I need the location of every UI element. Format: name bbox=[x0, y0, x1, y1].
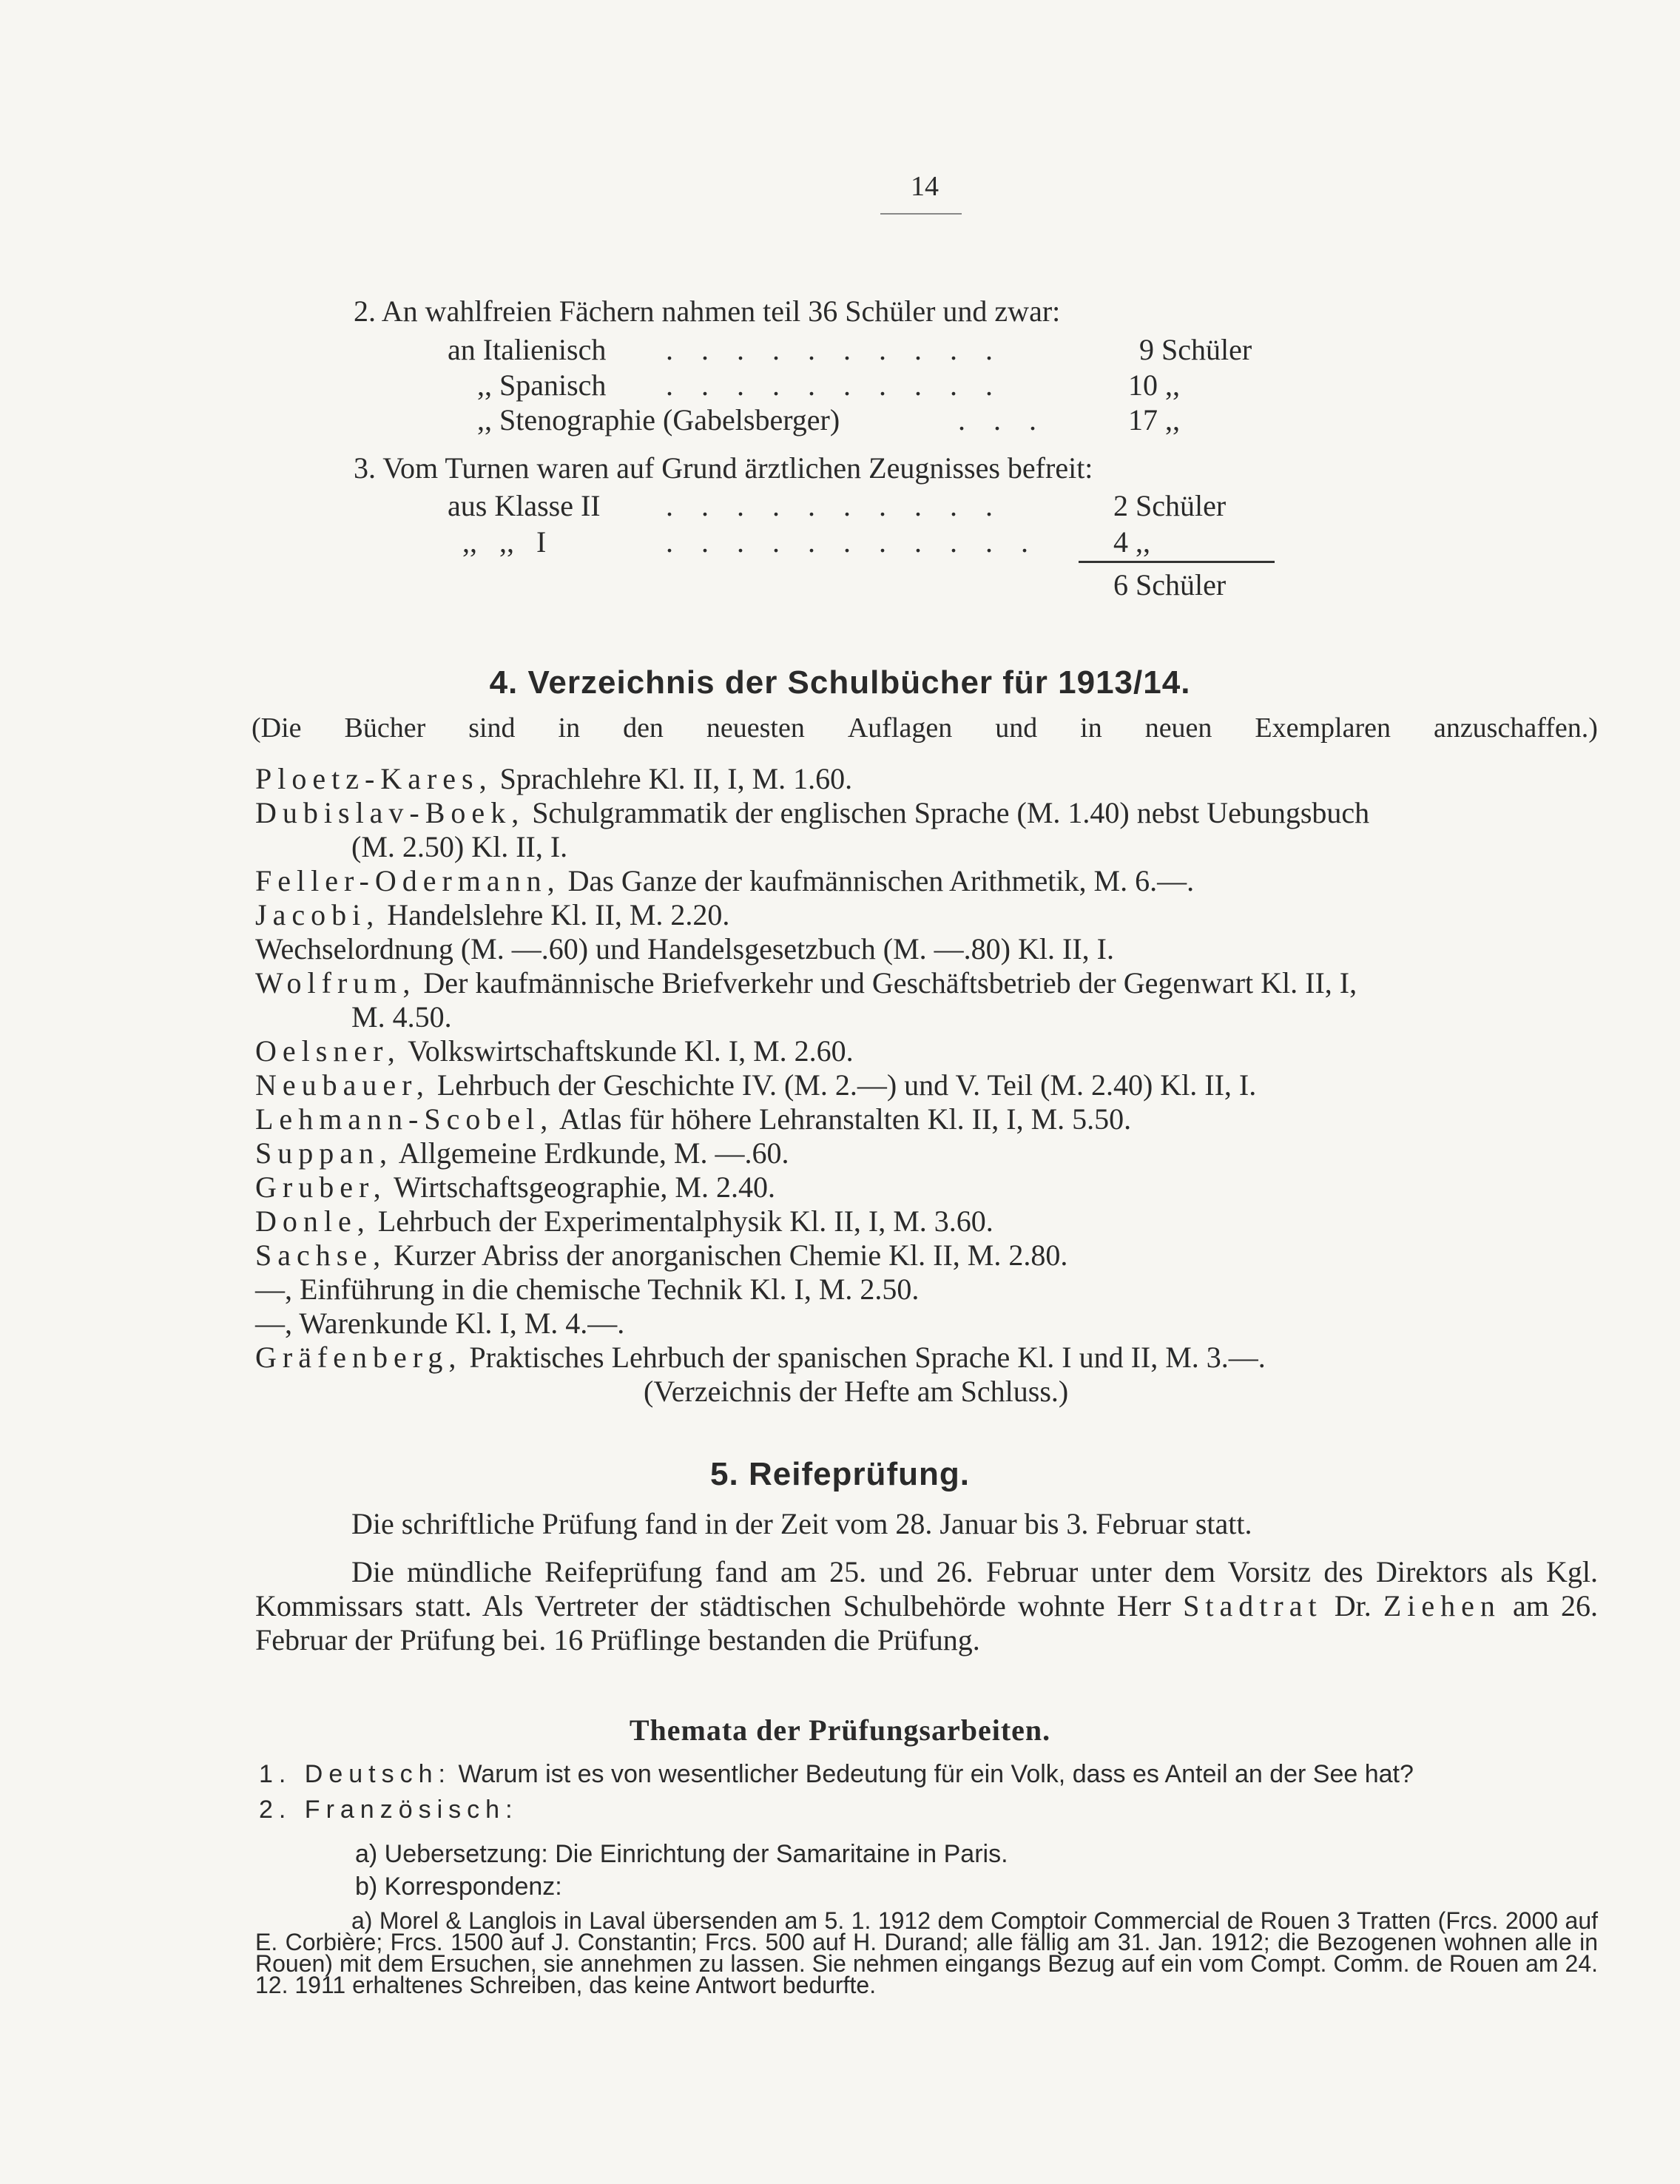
section3-row-value: 2 Schüler bbox=[1113, 489, 1227, 522]
note-word: in bbox=[558, 712, 581, 744]
book-text-cont: M. 4.50. bbox=[351, 1000, 452, 1034]
note-word: Exemplaren bbox=[1255, 712, 1391, 744]
books-note bbox=[252, 712, 1598, 744]
exam-para-text: am 26. Februar der Prüfung bei. 16 Prüflinge bestanden die Prüfung. bbox=[255, 1589, 1599, 1656]
book-entry bbox=[255, 1307, 1598, 1341]
books-footer: (Verzeichnis der Hefte am Schluss.) bbox=[644, 1375, 1069, 1408]
book-entry bbox=[255, 1238, 1598, 1273]
book-text: Schulgrammatik der englischen Sprache (M. 1.40) nebst Uebungsbuch bbox=[524, 796, 1370, 829]
letter-task: a) Morel & Langlois in Laval übersenden am 5. 1. 1912 dem Comptoir Commercial de Rouen 3 Tratten (Frcs. 2000 auf E. Corbière; Frcs. 1500 auf J. Constantin; Frcs. 500 auf H. Durand; alle fällig am 31. Jan. 1912; die Bezogenen wohnen alle in Rouen) mit dem Ersuchen, sie annehmen zu lassen. Sie nehmen eingangs Bezug auf ein vom Compt. Comm. de Rouen am 24. 12. 1911 erhaltenes Schreiben, das keine Antwort bedurfte. bbox=[255, 1907, 1598, 1998]
book-author: Gruber, bbox=[255, 1170, 387, 1204]
book-text: —, Warenkunde Kl. I, M. 4.—. bbox=[255, 1307, 625, 1340]
book-text: Allgemeine Erdkunde, M. —.60. bbox=[393, 1136, 789, 1170]
book-text: Wirtschaftsgeographie, M. 2.40. bbox=[386, 1170, 775, 1204]
themes-heading: Themata der Prüfungsarbeiten. bbox=[629, 1713, 1051, 1747]
book-author: Sachse, bbox=[255, 1238, 387, 1272]
book-author: Feller-Odermann, bbox=[255, 864, 561, 897]
book-entry bbox=[255, 1341, 1598, 1375]
book-text: Lehrbuch der Experimentalphysik Kl. II, I, M. 3.60. bbox=[370, 1204, 994, 1238]
book-author: Donle, bbox=[255, 1204, 371, 1238]
section2-intro: 2. An wahlfreien Fächern nahmen teil 36 Schüler und zwar: bbox=[354, 294, 1061, 328]
dot-leader: . . . bbox=[958, 403, 1047, 437]
book-author: Oelsner, bbox=[255, 1034, 401, 1068]
note-word: neuesten bbox=[706, 712, 805, 744]
book-text: Der kaufmännische Briefverkehr und Geschäftsbetrieb der Gegenwart Kl. II, I, bbox=[416, 966, 1357, 1000]
book-author: Neubauer, bbox=[255, 1068, 430, 1102]
book-entry bbox=[255, 966, 1598, 1034]
books-heading: 4. Verzeichnis der Schulbücher für 1913/14. bbox=[489, 664, 1191, 701]
page-number-rule bbox=[880, 213, 962, 215]
theme-item bbox=[259, 1795, 519, 1824]
exam-heading: 5. Reifeprüfung. bbox=[710, 1456, 970, 1492]
note-word: Auflagen bbox=[847, 712, 953, 744]
section2-row-value: 9 Schüler bbox=[1139, 333, 1252, 366]
book-author: Lehmann-Scobel, bbox=[255, 1102, 554, 1136]
note-word: sind bbox=[468, 712, 516, 744]
dot-leader: . . . . . . . . . . bbox=[666, 368, 1003, 402]
exam-para-oral bbox=[255, 1555, 1598, 1657]
book-text: Volkswirtschaftskunde Kl. I, M. 2.60. bbox=[400, 1034, 854, 1068]
book-entry bbox=[255, 1204, 1598, 1238]
note-word: den bbox=[623, 712, 664, 744]
book-author: Gräfenberg, bbox=[255, 1341, 462, 1374]
book-entry bbox=[255, 1102, 1598, 1136]
section3-intro: 3. Vom Turnen waren auf Grund ärztlichen Zeugnisses befreit: bbox=[354, 451, 1093, 485]
book-author: Wolfrum, bbox=[255, 966, 416, 1000]
book-author: Suppan, bbox=[255, 1136, 393, 1170]
note-word: neuen bbox=[1144, 712, 1212, 744]
book-text: Das Ganze der kaufmännischen Arithmetik, M. 6.—. bbox=[560, 864, 1195, 897]
note-word: anzuschaffen.) bbox=[1433, 712, 1598, 744]
book-entry bbox=[255, 1273, 1598, 1307]
book-entry bbox=[255, 898, 1598, 932]
section2-row-label: ,, Spanisch bbox=[477, 368, 607, 402]
book-text: Atlas für höhere Lehranstalten Kl. II, I, M. 5.50. bbox=[553, 1102, 1132, 1136]
section3-row-value: 4 ,, bbox=[1113, 525, 1150, 559]
book-entry bbox=[255, 1170, 1598, 1204]
book-author: Ploetz-Kares, bbox=[255, 762, 493, 795]
book-entry bbox=[255, 1034, 1598, 1068]
book-text: Wechselordnung (M. —.60) und Handelsgesetzbuch (M. —.80) Kl. II, I. bbox=[255, 932, 1114, 965]
section2-row-value: 17 ,, bbox=[1128, 403, 1180, 437]
book-entry bbox=[255, 864, 1598, 898]
note-word: in bbox=[1080, 712, 1102, 744]
book-text: Handelslehre Kl. II, M. 2.20. bbox=[379, 898, 730, 931]
book-entry bbox=[255, 796, 1598, 864]
theme-subitem: b) Korrespondenz: bbox=[355, 1873, 562, 1901]
dot-leader: . . . . . . . . . . bbox=[666, 333, 1003, 366]
note-word: Bücher bbox=[344, 712, 426, 744]
dot-leader: . . . . . . . . . . bbox=[666, 489, 1003, 522]
book-entry bbox=[255, 762, 1598, 796]
book-entry bbox=[255, 932, 1598, 966]
exam-para-name: Stadtrat bbox=[1183, 1589, 1323, 1622]
exam-para-name: Ziehen bbox=[1383, 1589, 1501, 1622]
page-number: 14 bbox=[911, 171, 939, 202]
note-word: und bbox=[995, 712, 1038, 744]
exam-para-text: Die mündliche Reifeprüfung fand am 25. und 26. Februar unter dem Vorsitz des Direktors als Kgl. Kommissars statt. Als Vertreter der städtischen Schulbehörde wohnte Herr bbox=[255, 1555, 1598, 1622]
book-text: Lehrbuch der Geschichte IV. (M. 2.—) und V. Teil (M. 2.40) Kl. II, I. bbox=[429, 1068, 1257, 1102]
dot-leader: . . . . . . . . . . . bbox=[666, 525, 1039, 559]
book-text-cont: (M. 2.50) Kl. II, I. bbox=[351, 830, 568, 863]
section3-row-label: aus Klasse II bbox=[448, 489, 601, 522]
theme-item bbox=[259, 1759, 1414, 1789]
book-text: —, Einführung in die chemische Technik Kl. I, M. 2.50. bbox=[255, 1273, 920, 1306]
section2-row-label: an Italienisch bbox=[448, 333, 607, 366]
book-author: Dubislav-Boek, bbox=[255, 796, 525, 829]
book-entry bbox=[255, 1068, 1598, 1102]
theme-text: Warum ist es von wesentlicher Bedeutung für ein Volk, dass es Anteil an der See hat? bbox=[458, 1760, 1414, 1788]
book-author: Jacobi, bbox=[255, 898, 380, 931]
book-entry bbox=[255, 1136, 1598, 1170]
theme-label: 2. Französisch: bbox=[259, 1796, 519, 1824]
sum-rule bbox=[1079, 561, 1275, 563]
section2-row-label: ,, Stenographie (Gabelsberger) bbox=[477, 403, 840, 437]
section3-total: 6 Schüler bbox=[1113, 568, 1227, 601]
book-text: Kurzer Abriss der anorganischen Chemie Kl. II, M. 2.80. bbox=[386, 1238, 1068, 1272]
exam-para-written: Die schriftliche Prüfung fand in der Zeit vom 28. Januar bis 3. Februar statt. bbox=[351, 1507, 1252, 1540]
exam-para-text: Dr. bbox=[1322, 1589, 1383, 1622]
theme-label: 1. Deutsch: bbox=[259, 1760, 451, 1788]
section2-row-value: 10 ,, bbox=[1128, 368, 1180, 402]
book-text: Praktisches Lehrbuch der spanischen Sprache Kl. I und II, M. 3.—. bbox=[462, 1341, 1266, 1374]
section3-row-label: ,, ,, I bbox=[462, 525, 547, 559]
theme-subitem: a) Uebersetzung: Die Einrichtung der Samaritaine in Paris. bbox=[355, 1840, 1008, 1868]
note-word: (Die bbox=[252, 712, 302, 744]
book-text: Sprachlehre Kl. II, I, M. 1.60. bbox=[492, 762, 853, 795]
